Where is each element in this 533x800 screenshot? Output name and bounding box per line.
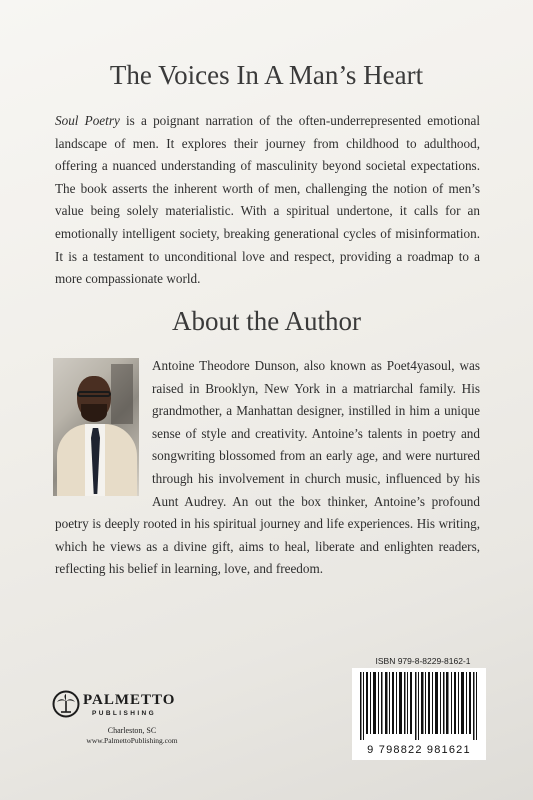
publisher-name: PALMETTO <box>83 692 176 708</box>
book-blurb <box>55 110 480 291</box>
author-bio <box>55 355 480 581</box>
palm-tree-icon <box>52 690 80 718</box>
isbn-label: ISBN 979-8-8229-8162-1 <box>375 656 471 666</box>
blurb-book-name: Soul Poetry <box>55 113 120 128</box>
publisher-url: www.PalmettoPublishing.com <box>86 736 178 745</box>
book-title: The Voices In A Man’s Heart <box>109 60 424 90</box>
blurb-text: is a poignant narration of the often-underrepresented emotional landscape of men. It explores their journey from childhood to adulthood, offering a nuanced understanding of masculinity beyond societal expectations. The book asserts the inherent worth of men, challenging the notion of men’s value being solely materialistic. With a spiritual undertone, it calls for an emotionally intelligent society, breaking generational cycles of misinformation. It is a testament to unconditional love and respect, providing a roadmap to a more compassionate world. <box>55 113 480 287</box>
publisher-city: Charleston, SC <box>107 726 157 735</box>
about-author-heading: About the Author <box>172 306 361 336</box>
author-bio-text: Antoine Theodore Dunson, also known as Poet4yasoul, was raised in Brooklyn, New York in a matriarchal family. His grandmother, a Manhattan designer, instilled in him a unique sense of style and creativity. Antoine’s talents in poetry and songwriting blossomed from an early age, and were nurtured through his involvement in church music, influenced by his Aunt Audrey. An out the box thinker, Antoine’s profound poetry is deeply rooted in his spiritual journey and life experiences. His writing, which he views as a divine gift, aims to heal, liberate and enlighten readers, reflecting his belief in learning, love, and freedom. <box>55 358 480 577</box>
publisher-subname: PUBLISHING <box>92 710 157 717</box>
barcode-digits: 9 798822 981621 <box>367 744 471 756</box>
barcode-image <box>360 672 478 740</box>
